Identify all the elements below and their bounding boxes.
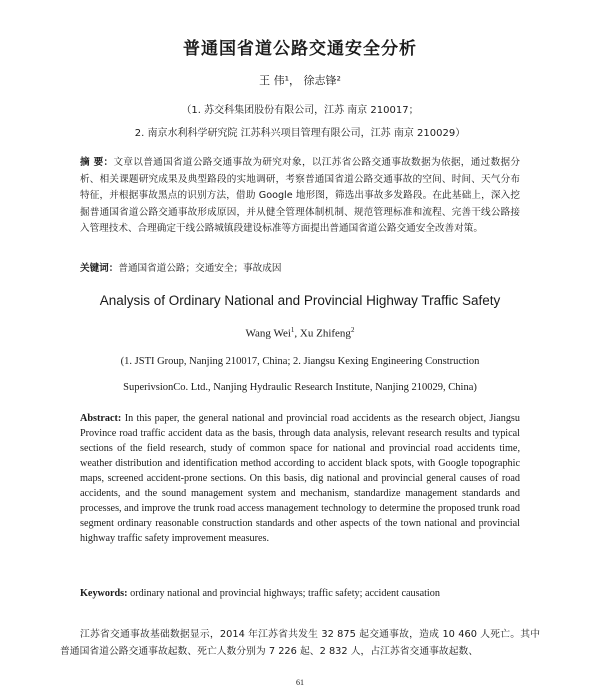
chinese-keywords-label: 关键词：: [80, 263, 119, 274]
english-abstract-text: In this paper, the general national and provincial road accidents as the research object, Jiangsu Province road traffic accident data as the basis, through data analysis, relevant research results and typical sections of the field research, study of common space for national and provincial road accidents time, weather distribution and identification method according to accident black spots, with Google topographic maps, screened accident-prone sections. On this basis, dig national and provincial general causes of road accidents, and the sound management system and mechanism, standardize management standards and processes, and improve the trunk road access management technology to determine the proposed trunk road segment ordinary reasonable construction standards and other aspects of the town national and provincial highway traffic safety improvement measures.: [80, 413, 520, 544]
chinese-affiliation-2: 2. 南京水利科学研究院 江苏科兴项目管理有限公司，江苏 南京 210029）: [134, 128, 466, 139]
chinese-abstract-text: 文章以普通国省道公路交通事故为研究对象，以江苏省公路交通事故数据为依据，通过数据分析、相关课题研究成果及典型路段的实地调研，考察普通国省道公路交通事故的空间、时间、天气分布特征，并根据事故黑点的识别方法，借助 Google 地形图，筛选出事故多发路段。在此基础上，深入挖掘普通国省道公路交通事故形成原因，并从健全管理体制机制、规范管理标准和流程、完善干线公路接入管理技术、合理确定干线公路城镇段建设标准等方面提出普通国省道公路交通安全改善对策。: [80, 157, 521, 234]
english-author-2: Xu Zhifeng: [299, 327, 351, 340]
english-authors: [0, 326, 600, 340]
english-keywords-text: ordinary national and provincial highways; traffic safety; accident causation: [130, 588, 440, 599]
chinese-affiliation-1: （1. 苏交科集团股份有限公司，江苏 南京 210017；: [181, 105, 419, 116]
chinese-abstract: [80, 155, 520, 238]
chinese-keywords-text: 普通国省道公路；交通安全；事故成因: [118, 263, 282, 274]
english-affiliation-2: SuperivsionCo. Ltd., Nanjing Hydraulic Research Institute, Nanjing 210029, China): [123, 382, 477, 393]
english-abstract: [80, 411, 520, 546]
body-paragraph: 江苏省交通事故基础数据显示，2014 年江苏省共发生 32 875 起交通事故，造成 10 460 人死亡。其中普通国省道公路交通事故起数、死亡人数分别为 7 226 起、2 832 人，占江苏省交通事故起数、: [60, 629, 540, 657]
chinese-abstract-label: 摘 要：: [80, 157, 114, 168]
english-author-1-sup: 1: [290, 326, 295, 334]
english-keywords: [80, 588, 520, 599]
english-title: Analysis of Ordinary National and Provincial Highway Traffic Safety: [99, 293, 501, 308]
english-abstract-label: Abstract:: [80, 413, 122, 424]
english-author-separator: ,: [294, 327, 300, 340]
english-author-1: Wang Wei: [245, 327, 291, 340]
english-affiliation-1: (1. JSTI Group, Nanjing 210017, China; 2. Jiangsu Kexing Engineering Construction: [120, 356, 480, 367]
chinese-keywords: [80, 260, 520, 274]
page-number: 61: [296, 678, 304, 687]
english-keywords-label: Keywords:: [80, 588, 128, 599]
chinese-title: 普通国省道公路交通安全分析: [183, 39, 417, 59]
chinese-authors: 王 伟¹， 徐志锋²: [259, 74, 341, 87]
english-author-2-sup: 2: [350, 326, 355, 334]
